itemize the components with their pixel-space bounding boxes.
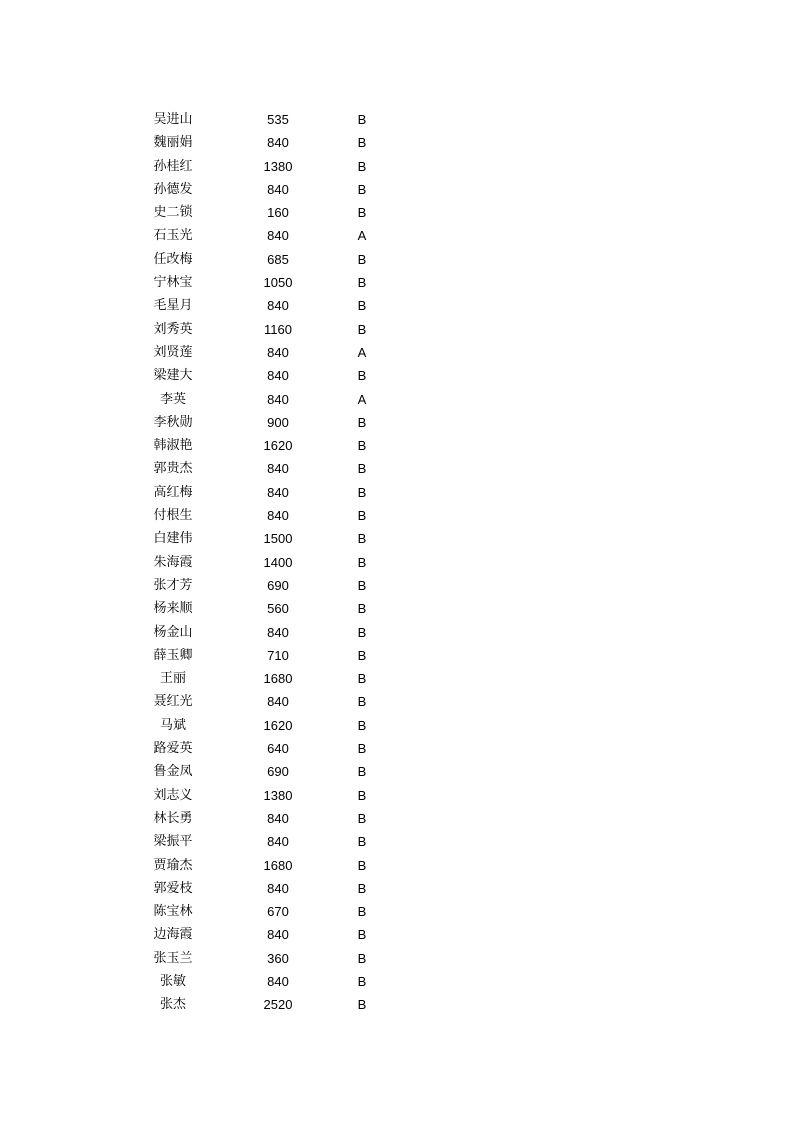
amount-cell: 670 xyxy=(267,904,289,920)
name-cell: 魏丽娟 xyxy=(153,135,193,151)
name-cell: 梁建大 xyxy=(153,368,193,384)
amount-cell: 840 xyxy=(267,298,289,314)
table-row xyxy=(0,178,793,201)
name-cell: 李英 xyxy=(159,391,186,407)
name-cell: 孙桂红 xyxy=(153,158,193,174)
amount-cell: 840 xyxy=(267,624,289,640)
amount-cell: 840 xyxy=(267,694,289,710)
table-row xyxy=(0,877,793,900)
grade-cell: B xyxy=(357,764,367,780)
grade-cell: B xyxy=(357,577,367,593)
grade-cell: B xyxy=(357,298,367,314)
table-row xyxy=(0,690,793,713)
amount-cell: 1050 xyxy=(263,275,293,291)
grade-cell: B xyxy=(357,461,367,477)
grade-cell: A xyxy=(357,391,367,407)
amount-cell: 900 xyxy=(267,414,289,430)
amount-cell: 840 xyxy=(267,368,289,384)
amount-cell: 840 xyxy=(267,880,289,896)
name-cell: 林长勇 xyxy=(153,810,193,826)
name-cell: 薛玉卿 xyxy=(153,647,193,663)
amount-cell: 840 xyxy=(267,508,289,524)
grade-cell: B xyxy=(357,414,367,430)
amount-cell: 840 xyxy=(267,344,289,360)
name-cell: 高红梅 xyxy=(153,484,193,500)
amount-cell: 840 xyxy=(267,927,289,943)
table-row xyxy=(0,923,793,946)
grade-cell: B xyxy=(357,624,367,640)
amount-cell: 690 xyxy=(267,764,289,780)
amount-cell: 840 xyxy=(267,973,289,989)
amount-cell: 535 xyxy=(267,112,289,127)
grade-cell: B xyxy=(357,251,367,267)
name-cell: 张杰 xyxy=(159,997,186,1013)
table-row xyxy=(0,784,793,807)
table-row xyxy=(0,201,793,224)
table-row xyxy=(0,760,793,783)
name-cell: 马斌 xyxy=(159,717,186,733)
name-cell: 路爱英 xyxy=(153,741,193,757)
amount-cell: 2520 xyxy=(263,997,293,1013)
table-row xyxy=(0,807,793,830)
amount-cell: 360 xyxy=(267,950,289,966)
grade-cell: B xyxy=(357,950,367,966)
grade-cell: B xyxy=(357,368,367,384)
table-row xyxy=(0,854,793,877)
amount-cell: 560 xyxy=(267,601,289,617)
amount-cell: 640 xyxy=(267,741,289,757)
table-row xyxy=(0,271,793,294)
name-cell: 史二锁 xyxy=(153,205,193,221)
name-cell: 边海霞 xyxy=(153,927,193,943)
amount-cell: 840 xyxy=(267,181,289,197)
table-row xyxy=(0,224,793,247)
name-cell: 郭爱枝 xyxy=(153,880,193,896)
name-cell: 张才芳 xyxy=(153,577,193,593)
data-table xyxy=(0,108,793,1017)
grade-cell: B xyxy=(357,275,367,291)
grade-cell: B xyxy=(357,112,367,127)
name-cell: 付根生 xyxy=(153,508,193,524)
table-row xyxy=(0,131,793,154)
name-cell: 陈宝林 xyxy=(153,904,193,920)
amount-cell: 840 xyxy=(267,461,289,477)
grade-cell: B xyxy=(357,601,367,617)
table-row xyxy=(0,318,793,341)
table-row xyxy=(0,504,793,527)
table-row xyxy=(0,597,793,620)
grade-cell: B xyxy=(357,787,367,803)
grade-cell: B xyxy=(357,741,367,757)
name-cell: 孙德发 xyxy=(153,181,193,197)
table-row xyxy=(0,574,793,597)
amount-cell: 690 xyxy=(267,577,289,593)
table-row xyxy=(0,714,793,737)
name-cell: 韩淑艳 xyxy=(153,438,193,454)
grade-cell: B xyxy=(357,927,367,943)
grade-cell: B xyxy=(357,973,367,989)
table-row xyxy=(0,364,793,387)
grade-cell: B xyxy=(357,181,367,197)
grade-cell: B xyxy=(357,647,367,663)
grade-cell: B xyxy=(357,205,367,221)
table-row xyxy=(0,900,793,923)
grade-cell: B xyxy=(357,671,367,687)
grade-cell: B xyxy=(357,135,367,151)
table-row xyxy=(0,108,793,131)
grade-cell: B xyxy=(357,484,367,500)
name-cell: 聂红光 xyxy=(153,694,193,710)
name-cell: 吴进山 xyxy=(153,112,193,127)
amount-cell: 1680 xyxy=(263,857,293,873)
amount-cell: 1380 xyxy=(263,787,293,803)
amount-cell: 840 xyxy=(267,834,289,850)
amount-cell: 840 xyxy=(267,135,289,151)
table-row xyxy=(0,434,793,457)
table-row xyxy=(0,294,793,317)
amount-cell: 1620 xyxy=(263,438,293,454)
grade-cell: B xyxy=(357,810,367,826)
grade-cell: A xyxy=(357,344,367,360)
name-cell: 宁林宝 xyxy=(153,275,193,291)
amount-cell: 1680 xyxy=(263,671,293,687)
name-cell: 王丽 xyxy=(159,671,186,687)
name-cell: 贾瑜杰 xyxy=(153,857,193,873)
amount-cell: 840 xyxy=(267,484,289,500)
grade-cell: B xyxy=(357,321,367,337)
table-row xyxy=(0,411,793,434)
table-row xyxy=(0,527,793,550)
name-cell: 任改梅 xyxy=(153,251,193,267)
name-cell: 郭贵杰 xyxy=(153,461,193,477)
amount-cell: 710 xyxy=(267,647,289,663)
amount-cell: 840 xyxy=(267,810,289,826)
table-row xyxy=(0,388,793,411)
name-cell: 张敏 xyxy=(159,973,186,989)
grade-cell: B xyxy=(357,880,367,896)
table-row xyxy=(0,830,793,853)
grade-cell: B xyxy=(357,717,367,733)
grade-cell: B xyxy=(357,158,367,174)
table-row xyxy=(0,970,793,993)
grade-cell: B xyxy=(357,904,367,920)
name-cell: 石玉光 xyxy=(153,228,193,244)
table-row xyxy=(0,457,793,480)
grade-cell: B xyxy=(357,997,367,1013)
name-cell: 梁振平 xyxy=(153,834,193,850)
table-row xyxy=(0,481,793,504)
name-cell: 刘贤莲 xyxy=(153,344,193,360)
name-cell: 刘志义 xyxy=(153,787,193,803)
grade-cell: B xyxy=(357,508,367,524)
name-cell: 毛星月 xyxy=(153,298,193,314)
table-row xyxy=(0,248,793,271)
table-row xyxy=(0,621,793,644)
name-cell: 李秋勋 xyxy=(153,414,193,430)
table-row xyxy=(0,947,793,970)
name-cell: 杨来顺 xyxy=(153,601,193,617)
name-cell: 朱海霞 xyxy=(153,554,193,570)
grade-cell: B xyxy=(357,554,367,570)
table-row xyxy=(0,551,793,574)
grade-cell: B xyxy=(357,531,367,547)
table-row xyxy=(0,737,793,760)
amount-cell: 840 xyxy=(267,228,289,244)
amount-cell: 840 xyxy=(267,391,289,407)
name-cell: 杨金山 xyxy=(153,624,193,640)
grade-cell: B xyxy=(357,438,367,454)
table-row xyxy=(0,644,793,667)
grade-cell: B xyxy=(357,834,367,850)
amount-cell: 1380 xyxy=(263,158,293,174)
grade-cell: A xyxy=(357,228,367,244)
grade-cell: B xyxy=(357,857,367,873)
amount-cell: 160 xyxy=(267,205,289,221)
amount-cell: 1500 xyxy=(263,531,293,547)
table-row xyxy=(0,993,793,1016)
amount-cell: 1160 xyxy=(264,321,292,337)
amount-cell: 685 xyxy=(267,251,289,267)
table-row xyxy=(0,341,793,364)
name-cell: 白建伟 xyxy=(153,531,193,547)
name-cell: 刘秀英 xyxy=(153,321,193,337)
amount-cell: 1400 xyxy=(263,554,293,570)
name-cell: 鲁金凤 xyxy=(153,764,193,780)
table-row xyxy=(0,155,793,178)
table-row xyxy=(0,667,793,690)
amount-cell: 1620 xyxy=(263,717,293,733)
name-cell: 张玉兰 xyxy=(153,950,193,966)
grade-cell: B xyxy=(357,694,367,710)
